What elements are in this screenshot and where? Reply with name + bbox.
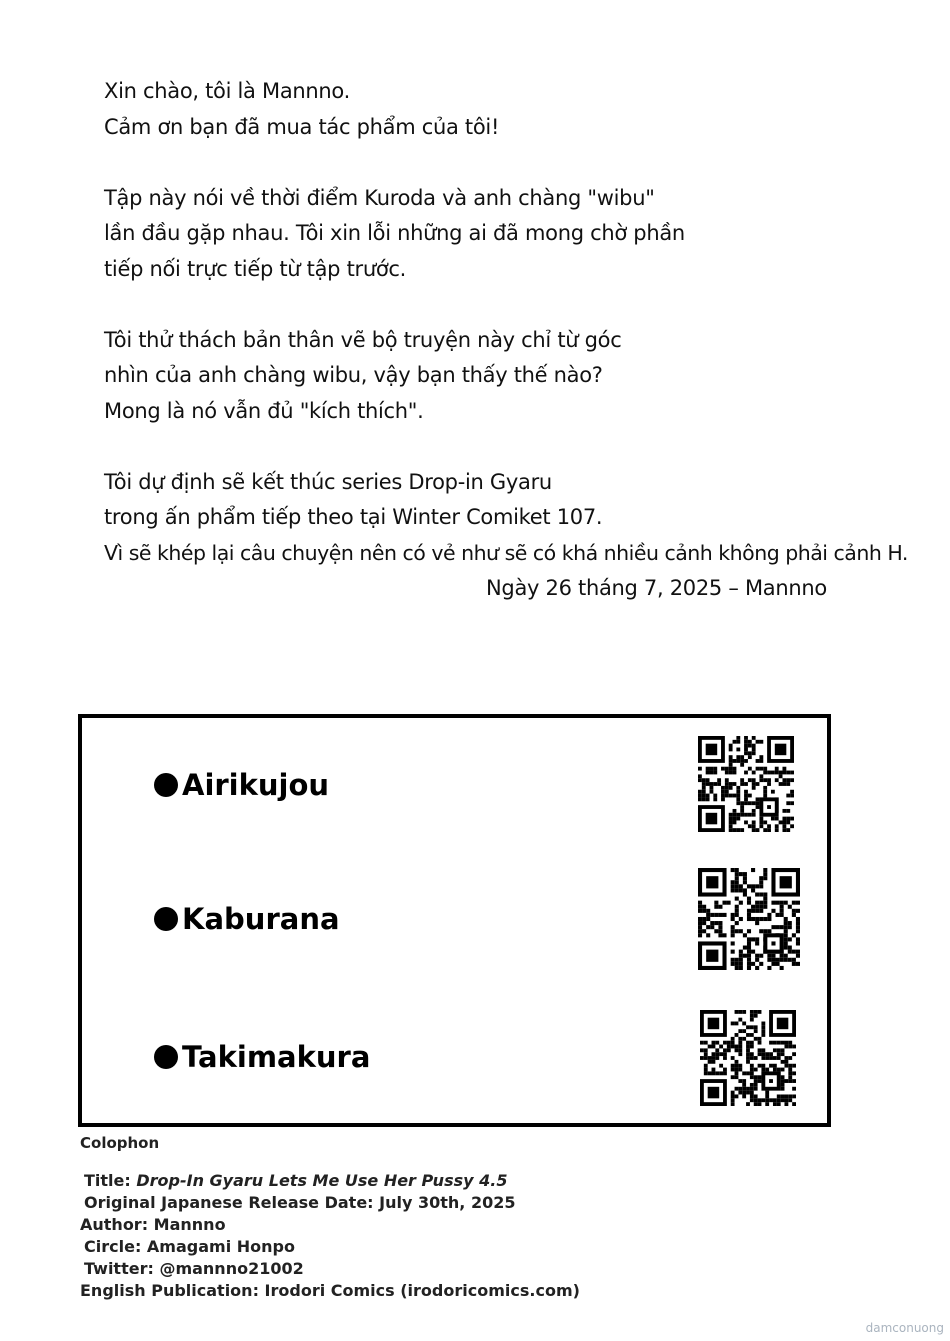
circle-name: Airikujou [182,768,330,802]
colophon-details [80,1170,580,1302]
circle-name: Takimakura [182,1040,371,1074]
afterword-message [104,74,924,607]
colophon-title-row [80,1170,580,1192]
colophon-label: Circle: [84,1237,142,1256]
colophon-circle-row [80,1236,580,1258]
colophon-heading: Colophon [80,1134,160,1152]
colophon-label: Original Japanese Release Date: [84,1193,374,1212]
watermark: damconuong [865,1321,944,1335]
bullet-icon [154,773,178,797]
qr-code-icon[interactable] [698,868,800,970]
bullet-icon [154,907,178,931]
colophon-value: Drop-In Gyaru Lets Me Use Her Pussy 4.5 [136,1171,508,1190]
colophon-value: July 30th, 2025 [379,1193,516,1212]
colophon-value[interactable]: @mannno21002 [159,1259,304,1278]
paragraph-gap [104,429,924,465]
afterword-line: nhìn của anh chàng wibu, vậy bạn thấy thế nào? [104,363,603,387]
afterword-line: Cảm ơn bạn đã mua tác phẩm của tôi! [104,114,500,139]
colophon-value: Amagami Honpo [146,1237,295,1256]
bullet-icon [154,1045,178,1069]
afterword-line: Tập này nói về thời điểm Kuroda và anh chàng "wibu" [104,185,655,210]
afterword-line: tiếp nối trực tiếp từ tập trước. [104,256,407,281]
colophon-value: Mannno [153,1215,226,1234]
colophon-author-row [80,1214,580,1236]
circle-link-takimakura [154,1040,370,1074]
colophon-label: English Publication: [80,1281,259,1300]
colophon-label: Twitter: [84,1259,154,1278]
afterword-line: trong ấn phẩm tiếp theo tại Winter Comiket 107. [104,505,603,529]
colophon-label: Title: [84,1171,131,1190]
circle-name: Kaburana [182,902,340,936]
colophon-label: Author: [80,1215,149,1234]
qr-code-icon[interactable] [700,1010,796,1106]
circle-link-kaburana [154,902,340,936]
circle-link-airikujou [154,768,329,802]
circle-links-box [78,714,831,1127]
qr-code-icon[interactable] [698,736,794,832]
colophon-release-row [80,1192,580,1214]
paragraph-gap [104,287,924,323]
afterword-line: Tôi dự định sẽ kết thúc series Drop-in Gyaru [104,469,552,494]
afterword-line: Xin chào, tôi là Mannno. [104,79,350,103]
afterword-line: lần đầu gặp nhau. Tôi xin lỗi những ai đã mong chờ phần [104,221,685,245]
afterword-line: Mong là nó vẫn đủ "kích thích". [104,398,424,423]
afterword-line: Vì sẽ khép lại câu chuyện nên có vẻ như sẽ có khá nhiều cảnh không phải cảnh H. [104,540,908,565]
colophon-publication-row [80,1280,580,1302]
afterword-line: Tôi thử thách bản thân vẽ bộ truyện này chỉ từ góc [104,327,622,352]
colophon-twitter-row [80,1258,580,1280]
colophon-value[interactable]: Irodori Comics (irodoricomics.com) [264,1281,580,1300]
afterword-signature: Ngày 26 tháng 7, 2025 – Mannno [486,576,827,600]
paragraph-gap [104,145,924,181]
